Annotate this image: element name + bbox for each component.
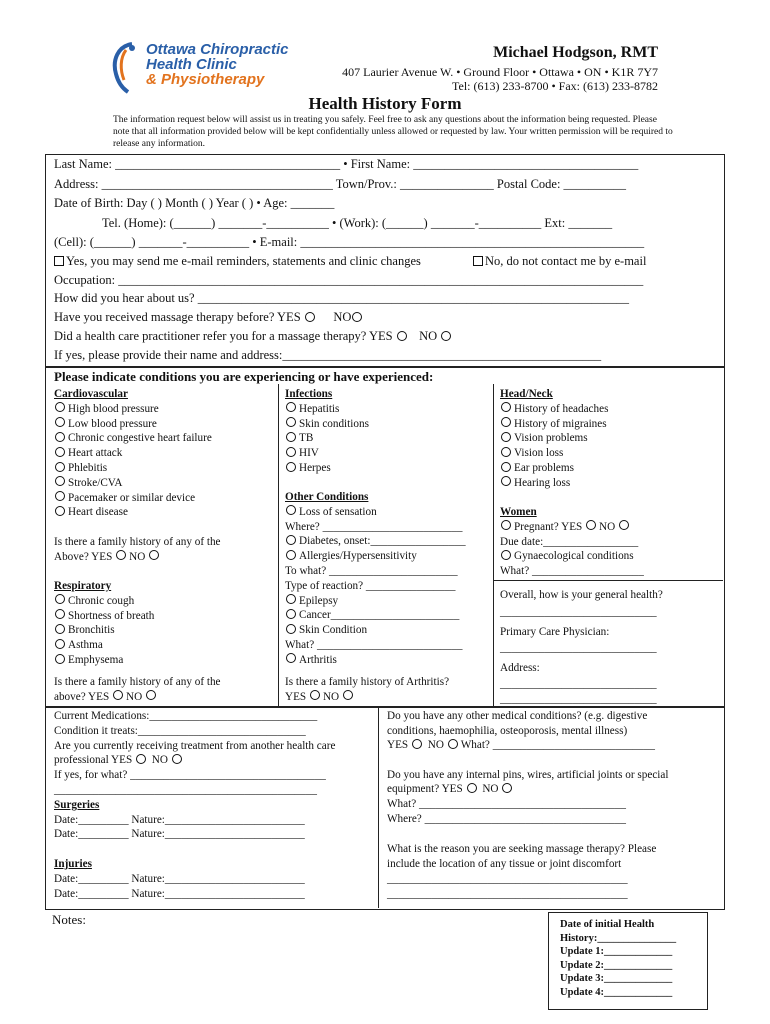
reason-field-1[interactable]: ___________________________________________ <box>387 873 628 885</box>
email-consent-no[interactable] <box>473 254 646 269</box>
reason-question-2: include the location of any tissue or joint discomfort <box>387 858 622 870</box>
radio-icon[interactable] <box>467 783 477 793</box>
implants-where-field[interactable]: Where? ____________________________________ <box>387 813 626 825</box>
cardio-family-question-label: Is there a family history of any of the <box>54 536 221 548</box>
radio-icon[interactable] <box>55 506 65 516</box>
other-condition-other4[interactable] <box>285 549 417 564</box>
email-consent-yes-label: Yes, you may send me e-mail reminders, statements and clinic changes <box>66 254 421 268</box>
cardiovascular-heading-label: Cardiovascular <box>54 388 128 400</box>
radio-icon[interactable] <box>310 690 320 700</box>
radio-icon[interactable] <box>55 594 65 604</box>
other-condition-other3[interactable] <box>285 534 466 549</box>
radio-icon[interactable] <box>172 754 182 764</box>
pregnant-question[interactable] <box>500 520 632 535</box>
head-neck-option[interactable] <box>500 417 607 432</box>
physician-address-field-2-label: ____________________________ <box>500 692 657 705</box>
radio-icon[interactable] <box>55 491 65 501</box>
radio-icon[interactable] <box>55 402 65 412</box>
arthritis-family-options <box>285 690 356 705</box>
pregnant-question-no-label: NO <box>599 520 616 533</box>
gynaecological-option-label: Gynaecological conditions <box>514 550 634 563</box>
other-conditions-question: Do you have any other medical conditions? (e.g. digestive <box>387 710 648 722</box>
other-condition-other10[interactable] <box>285 638 462 653</box>
page-title: Health History Form <box>308 94 462 113</box>
other-condition-other2[interactable] <box>285 520 462 535</box>
resp-family-options-no-label: NO <box>126 690 143 703</box>
resp-family-options-label: above? YES <box>54 690 110 703</box>
resp-option-label: Chronic cough <box>68 594 135 607</box>
last-first-name-field[interactable]: Last Name: ____________________________________ • First Name: ____________________________________ <box>54 157 639 171</box>
resp-option-label: Bronchitis <box>68 624 115 637</box>
radio-icon[interactable] <box>286 535 296 545</box>
head-neck-option[interactable] <box>500 476 570 491</box>
radio-icon[interactable] <box>619 520 629 530</box>
arthritis-family-options-no-label: NO <box>322 690 340 703</box>
radio-icon[interactable] <box>501 417 511 427</box>
head-neck-option-label: Hearing loss <box>514 476 571 489</box>
radio-icon[interactable] <box>501 462 511 472</box>
injury-field-1[interactable]: Date:_________ Nature:_________________________ <box>54 873 305 885</box>
other-condition-other7[interactable] <box>285 594 338 609</box>
radio-icon[interactable] <box>501 550 511 560</box>
treatment-for-what-field[interactable]: If yes, for what? ___________________________________ <box>54 769 326 781</box>
primary-care-label <box>500 625 609 640</box>
surgeries-heading: Surgeries <box>54 799 100 811</box>
radio-icon[interactable] <box>55 432 65 442</box>
infection-option-label: Skin conditions <box>299 417 369 430</box>
referral-no-label: NO <box>419 329 438 343</box>
other-conditions-yes-label: YES <box>387 739 409 751</box>
cardio-option[interactable] <box>54 446 122 461</box>
gynaecological-what-field-label: What? ____________________ <box>500 565 644 578</box>
radio-icon[interactable] <box>146 690 156 700</box>
checkbox-icon[interactable] <box>473 256 483 266</box>
clinic-contact <box>342 65 658 93</box>
other-conditions-what-field[interactable]: What? _____________________________ <box>460 739 655 751</box>
other-conditions-examples: conditions, haemophilia, osteoporosis, mental illness) <box>387 725 628 737</box>
radio-icon[interactable] <box>448 739 458 749</box>
email-consent-yes[interactable] <box>54 254 421 269</box>
clinic-logo <box>108 38 298 98</box>
radio-icon[interactable] <box>55 609 65 619</box>
other-condition-other6[interactable] <box>285 579 455 594</box>
checkbox-icon[interactable] <box>54 256 64 266</box>
cardio-option[interactable] <box>54 431 212 446</box>
date-initial-label: Date of initial Health <box>560 919 655 930</box>
address-field[interactable]: Address: _____________________________________ Town/Prov.: _______________ Postal Code: __________ <box>54 177 627 191</box>
implants-yes-label: equipment? YES <box>387 783 463 795</box>
other-condition-other11-label: Arthritis <box>299 653 337 666</box>
cardiovascular-heading <box>54 387 128 402</box>
head-neck-option[interactable] <box>500 446 563 461</box>
update-4-field[interactable]: Update 4:_____________ <box>560 986 673 998</box>
radio-icon[interactable] <box>286 462 296 472</box>
date-box <box>548 912 708 1010</box>
radio-icon[interactable] <box>501 520 511 530</box>
resp-option-label: Shortness of breath <box>68 609 155 622</box>
cardio-option-label: Phlebitis <box>68 462 108 474</box>
infection-option-label: Herpes <box>299 462 331 474</box>
infections-heading-label: Infections <box>285 388 333 400</box>
update-1-field[interactable]: Update 1:_____________ <box>560 946 673 957</box>
infection-option[interactable] <box>285 417 369 432</box>
logo-line-3: & Physiotherapy <box>146 71 265 88</box>
head-neck-option-label: Ear problems <box>514 462 574 474</box>
radio-icon[interactable] <box>55 476 65 486</box>
radio-icon[interactable] <box>55 417 65 427</box>
referral-question <box>54 329 454 344</box>
infections-heading <box>285 387 332 402</box>
cardio-option[interactable] <box>54 505 128 520</box>
primary-care-field-label: ____________________________ <box>500 642 657 655</box>
cardio-option-label: Pacemaker or similar device <box>68 491 196 504</box>
other-condition-other5-label: To what? _______________________ <box>285 565 458 577</box>
general-health-question <box>500 588 663 603</box>
other-conditions-heading-label: Other Conditions <box>285 491 369 503</box>
physician-address-field-2[interactable] <box>500 692 657 707</box>
history-date-field[interactable]: History:_______________ <box>560 932 677 944</box>
resp-family-options <box>54 690 159 705</box>
head-neck-option[interactable] <box>500 461 574 476</box>
radio-icon[interactable] <box>286 432 296 442</box>
cardio-family-options-label: Above? YES <box>54 550 113 563</box>
radio-icon[interactable] <box>501 447 511 457</box>
logo-line-1: Ottawa Chiropractic <box>146 41 289 58</box>
gynaecological-what-field[interactable] <box>500 564 644 579</box>
other-condition-other1-label: Loss of sensation <box>299 505 377 518</box>
cardio-option[interactable] <box>54 461 107 476</box>
other-condition-other9[interactable] <box>285 623 367 638</box>
arthritis-family-question-label: Is there a family history of Arthritis? <box>285 676 450 688</box>
resp-option[interactable] <box>54 594 134 609</box>
radio-icon[interactable] <box>286 505 296 515</box>
respiratory-heading <box>54 579 111 594</box>
arthritis-family-question <box>285 675 449 690</box>
radio-icon[interactable] <box>441 331 451 341</box>
physician-address-label <box>500 661 540 676</box>
radio-icon[interactable] <box>586 520 596 530</box>
other-condition-other9-label: Skin Condition <box>299 624 368 637</box>
other-condition-other8[interactable] <box>285 608 459 623</box>
clinic-address: 407 Laurier Avenue W. • Ground Floor • Ottawa • ON • K1R 7Y7 <box>342 65 658 79</box>
radio-icon[interactable] <box>286 653 296 663</box>
primary-care-label-label: Primary Care Physician: <box>500 625 610 638</box>
general-health-field[interactable] <box>500 605 657 620</box>
radio-icon[interactable] <box>412 739 422 749</box>
radio-icon[interactable] <box>55 447 65 457</box>
occupation-field[interactable]: Occupation: ____________________________________________________________________________________ <box>54 273 644 287</box>
physician-address-label-label: Address: <box>500 662 540 675</box>
radio-icon[interactable] <box>286 624 296 634</box>
intro-text: The information request below will assist us in treating you safely. Feel free to ask any questions about the information being requested. Please note that all information provided below will be kept confidentially unless allowed or requested by law. Your written permission will be required to release any information. <box>113 115 673 149</box>
other-conditions-heading <box>285 490 368 505</box>
radio-icon[interactable] <box>305 312 315 322</box>
prior-massage-no-label: NO <box>333 310 352 324</box>
resp-option-label: Emphysema <box>68 654 124 666</box>
medications-field[interactable]: Current Medications:______________________________ <box>54 710 318 722</box>
infection-option-label: TB <box>299 432 314 445</box>
other-condition-other7-label: Epilepsy <box>299 594 339 607</box>
prior-massage-question <box>54 310 365 325</box>
cardio-family-question <box>54 535 221 550</box>
other-condition-other5[interactable] <box>285 564 458 579</box>
notes-label: Notes: <box>52 912 86 927</box>
injury-field-2[interactable]: Date:_________ Nature:_________________________ <box>54 888 305 900</box>
radio-icon[interactable] <box>286 447 296 457</box>
cell-email-field[interactable]: (Cell): (______) _______-__________ • E-mail: _______________________________________________________ <box>54 235 645 249</box>
row-divider <box>493 580 723 581</box>
physician-address-field-1-label: ____________________________ <box>500 678 657 690</box>
radio-icon[interactable] <box>55 624 65 634</box>
other-condition-other1[interactable] <box>285 505 377 520</box>
cardio-option-label: Chronic congestive heart failure <box>68 432 212 445</box>
radio-icon[interactable] <box>55 654 65 664</box>
due-date-field-label: Due date:_________________ <box>500 535 639 548</box>
other-conditions-no-label: NO <box>427 739 444 751</box>
other-treatment-no-label: NO <box>151 754 168 766</box>
infection-option[interactable] <box>285 402 339 417</box>
email-consent-no-label: No, do not contact me by e-mail <box>485 254 647 268</box>
head-neck-option[interactable] <box>500 431 588 446</box>
radio-icon[interactable] <box>116 550 126 560</box>
arthritis-family-options-label: YES <box>285 690 307 703</box>
radio-icon[interactable] <box>286 550 296 560</box>
head-neck-heading <box>500 387 553 402</box>
reason-question: What is the reason you are seeking massage therapy? Please <box>387 843 657 855</box>
resp-family-question-label: Is there a family history of any of the <box>54 676 221 688</box>
head-neck-option[interactable] <box>500 402 608 417</box>
implants-what-field[interactable]: What? _____________________________________ <box>387 798 626 810</box>
gynaecological-option[interactable] <box>500 549 634 564</box>
cardio-family-options <box>54 550 162 565</box>
other-condition-other11[interactable] <box>285 653 337 668</box>
resp-option[interactable] <box>54 653 123 668</box>
head-neck-option-label: Vision loss <box>514 447 564 460</box>
conditions-heading: Please indicate conditions you are experiencing or have experienced: <box>54 369 434 384</box>
logo-line-2: Health Clinic <box>146 56 237 73</box>
resp-option[interactable] <box>54 638 103 653</box>
cardio-option[interactable] <box>54 491 195 506</box>
primary-care-field[interactable] <box>500 641 657 656</box>
radio-icon[interactable] <box>113 690 123 700</box>
radio-icon[interactable] <box>286 402 296 412</box>
other-condition-other6-label: Type of reaction? ________________ <box>285 579 456 592</box>
radio-icon[interactable] <box>502 783 512 793</box>
general-health-field-label: ____________________________ <box>500 605 657 618</box>
column-divider <box>278 384 279 706</box>
cardio-option-label: Heart attack <box>68 447 123 460</box>
clinic-phone: Tel: (613) 233-8700 • Fax: (613) 233-8782 <box>452 79 658 93</box>
radio-icon[interactable] <box>501 432 511 442</box>
head-neck-heading-label: Head/Neck <box>500 388 553 400</box>
head-neck-option-label: History of headaches <box>514 402 609 415</box>
other-conditions-options <box>387 738 655 753</box>
cardio-option-label: Stroke/CVA <box>68 476 123 489</box>
other-condition-other4-label: Allergies/Hypersensitivity <box>299 550 417 563</box>
women-heading <box>500 505 537 520</box>
general-health-question-label: Overall, how is your general health? <box>500 589 663 601</box>
reason-field-2[interactable]: ___________________________________________ <box>387 888 628 900</box>
infection-option[interactable] <box>285 461 331 476</box>
radio-icon[interactable] <box>55 462 65 472</box>
respiratory-heading-label: Respiratory <box>54 580 112 592</box>
injuries-heading: Injuries <box>54 858 92 870</box>
cardio-option[interactable] <box>54 417 157 432</box>
referrer-name-field[interactable]: If yes, please provide their name and address:___________________________________________________ <box>54 348 602 362</box>
dob-age-field[interactable]: Date of Birth: Day ( ) Month ( ) Year ( ) • Age: _______ <box>54 196 335 210</box>
cardio-family-options-no-label: NO <box>129 550 146 563</box>
radio-icon[interactable] <box>286 609 296 619</box>
other-treatment-question: Are you currently receiving treatment from another health care <box>54 740 336 752</box>
implants-options <box>387 782 515 797</box>
resp-option[interactable] <box>54 609 154 624</box>
radio-icon[interactable] <box>149 550 159 560</box>
cardio-option[interactable] <box>54 476 123 491</box>
therapist-name: Michael Hodgson, RMT <box>493 44 658 61</box>
resp-family-question <box>54 675 221 690</box>
pregnant-question-label: Pregnant? YES <box>514 520 583 533</box>
cardio-option-label: Heart disease <box>68 506 128 519</box>
referral-source-field[interactable]: How did you hear about us? _____________________________________________________________________ <box>54 291 629 305</box>
cardio-option[interactable] <box>54 402 159 417</box>
phone-field[interactable]: Tel. (Home): (______) _______-__________ • (Work): (______) _______-__________ Ext: _______ <box>102 216 613 230</box>
radio-icon[interactable] <box>397 331 407 341</box>
update-2-field[interactable]: Update 2:_____________ <box>560 959 673 971</box>
cardio-option-label: High blood pressure <box>68 402 159 415</box>
prior-massage-label: Have you received massage therapy before? YES <box>54 310 301 324</box>
resp-option[interactable] <box>54 623 115 638</box>
radio-icon[interactable] <box>286 417 296 427</box>
other-condition-other8-label: Cancer_______________________ <box>299 609 460 622</box>
condition-treats-field[interactable]: Condition it treats:______________________________ <box>54 725 306 737</box>
infection-option[interactable] <box>285 431 313 446</box>
clinic-logo-icon <box>108 40 144 96</box>
other-treatment-yes-label: professional YES <box>54 754 133 766</box>
column-divider <box>378 706 379 908</box>
due-date-field[interactable] <box>500 535 638 550</box>
women-heading-label: Women <box>500 506 537 518</box>
head-neck-option-label: Vision problems <box>514 432 588 445</box>
radio-icon[interactable] <box>55 639 65 649</box>
radio-icon[interactable] <box>286 594 296 604</box>
radio-icon[interactable] <box>343 690 353 700</box>
other-condition-other2-label: Where? _________________________ <box>285 520 463 533</box>
surgery-field-2[interactable]: Date:_________ Nature:_________________________ <box>54 828 305 840</box>
treatment-for-what-field-2[interactable]: _______________________________________________ <box>54 784 317 796</box>
infection-option-label: Hepatitis <box>299 402 340 415</box>
referral-label: Did a health care practitioner refer you for a massage therapy? YES <box>54 329 393 343</box>
surgery-field-1[interactable]: Date:_________ Nature:_________________________ <box>54 814 305 826</box>
other-condition-other3-label: Diabetes, onset:_________________ <box>299 535 466 548</box>
radio-icon[interactable] <box>501 476 511 486</box>
radio-icon[interactable] <box>136 754 146 764</box>
implants-no-label: NO <box>482 783 499 795</box>
update-3-field[interactable]: Update 3:_____________ <box>560 973 673 984</box>
head-neck-option-label: History of migraines <box>514 417 607 430</box>
infection-option[interactable] <box>285 446 319 461</box>
implants-question: Do you have any internal pins, wires, artificial joints or special <box>387 769 669 781</box>
cardio-option-label: Low blood pressure <box>68 417 157 430</box>
infection-option-label: HIV <box>299 447 319 460</box>
radio-icon[interactable] <box>352 312 362 322</box>
other-treatment-options <box>54 753 185 768</box>
physician-address-field-1[interactable] <box>500 677 657 692</box>
radio-icon[interactable] <box>501 402 511 412</box>
other-condition-other10-label: What? __________________________ <box>285 639 463 651</box>
resp-option-label: Asthma <box>68 639 103 652</box>
column-divider <box>493 384 494 706</box>
